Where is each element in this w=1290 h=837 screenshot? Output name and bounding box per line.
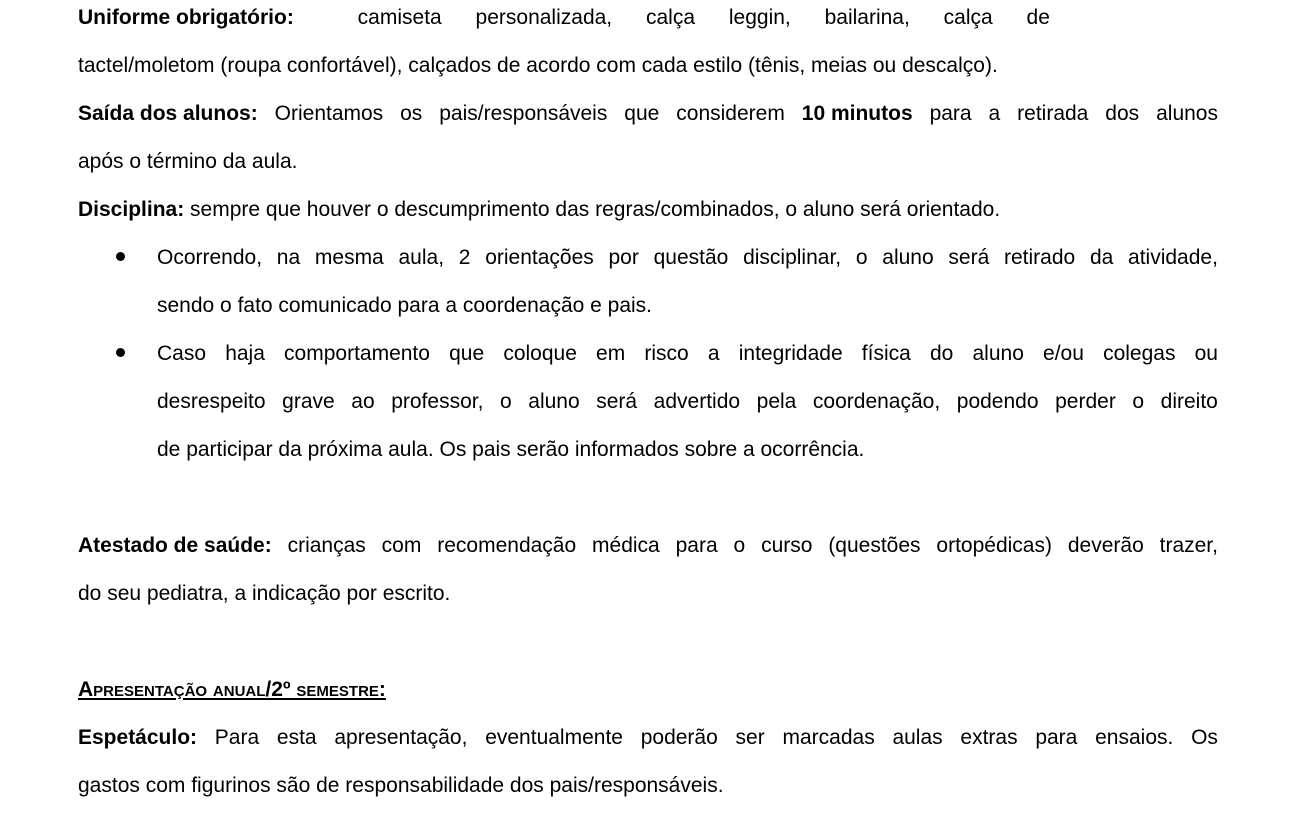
- word: será: [948, 246, 990, 269]
- presentation-heading: Apresentação anual/2º semestre:: [78, 678, 386, 701]
- word: aluno: [882, 246, 934, 269]
- exit-line-1: [78, 90, 1218, 138]
- word: eventualmente: [485, 726, 623, 749]
- bullet-icon: [116, 348, 125, 357]
- word: integridade: [738, 342, 843, 365]
- word: em: [596, 342, 626, 365]
- word: por: [608, 246, 639, 269]
- word: marcadas: [782, 726, 875, 749]
- word: questão: [653, 246, 729, 269]
- word: haja: [225, 342, 265, 365]
- word: o: [733, 534, 746, 557]
- word: perder: [1055, 390, 1116, 413]
- word: ensaios.: [1095, 726, 1174, 749]
- word: comportamento: [284, 342, 430, 365]
- word: disciplinar,: [743, 246, 842, 269]
- discipline-line: [78, 186, 1218, 234]
- word: será: [596, 390, 638, 413]
- word: coordenação,: [812, 390, 941, 413]
- show-line-1: [78, 714, 1218, 762]
- word: esta: [276, 726, 317, 749]
- word: extras: [960, 726, 1018, 749]
- bullet-2-line-2: [157, 378, 1218, 426]
- word: calça: [943, 6, 993, 29]
- bullet-2-line-1: [157, 330, 1218, 378]
- word: com: [381, 534, 422, 557]
- discipline-bullet-2: [78, 330, 1218, 474]
- word: coloque: [503, 342, 577, 365]
- word: pela: [756, 390, 797, 413]
- word: personalizada,: [475, 6, 613, 29]
- uniform-line-1: [78, 0, 1050, 42]
- uniform-label: Uniforme obrigatório:: [78, 6, 294, 29]
- word: que: [624, 102, 660, 125]
- word: curso: [761, 534, 813, 557]
- word: aulas: [892, 726, 943, 749]
- health-line-1: [78, 522, 1218, 570]
- discipline-label: Disciplina:: [78, 198, 185, 221]
- word: dos: [1105, 102, 1140, 125]
- word: o: [855, 246, 868, 269]
- word: bailarina,: [824, 6, 910, 29]
- word: aluno: [528, 390, 580, 413]
- word: grave: [282, 390, 335, 413]
- word: risco: [644, 342, 689, 365]
- uniform-line-2: tactel/moletom (roupa confortável), calçados de acordo com cada estilo (tênis, meias ou descalço).: [78, 54, 998, 77]
- word: Orientamos: [274, 102, 384, 125]
- word: aula,: [398, 246, 445, 269]
- word: colegas: [1103, 342, 1176, 365]
- word: física: [861, 342, 911, 365]
- blank-line: [78, 474, 1218, 522]
- word: atividade,: [1128, 246, 1218, 269]
- word: alunos: [1156, 102, 1218, 125]
- word: para: [1035, 726, 1078, 749]
- word: ou: [1194, 342, 1218, 365]
- word: ao: [351, 390, 375, 413]
- word: considerem: [676, 102, 785, 125]
- blank-line: [78, 618, 1218, 666]
- word: (questões: [828, 534, 921, 557]
- word: a: [707, 342, 720, 365]
- show-label: Espetáculo:: [78, 726, 198, 749]
- word: e/ou: [1043, 342, 1084, 365]
- word: aluno: [972, 342, 1024, 365]
- word: o: [500, 390, 512, 413]
- show-line-2: gastos com figurinos são de responsabilidade dos pais/responsáveis.: [78, 774, 724, 797]
- word: orientações: [485, 246, 594, 269]
- word: direito: [1160, 390, 1218, 413]
- word: trazer,: [1159, 534, 1218, 557]
- health-label: Atestado de saúde:: [78, 534, 272, 557]
- word: ortopédicas): [936, 534, 1052, 557]
- discipline-text: sempre que houver o descumprimento das regras/combinados, o aluno será orientado.: [190, 198, 1001, 221]
- word: deverão: [1067, 534, 1144, 557]
- word: leggin,: [728, 6, 791, 29]
- word: crianças: [287, 534, 366, 557]
- bullet-1-line-2: sendo o fato comunicado para a coordenação e pais.: [157, 294, 653, 317]
- word: para: [675, 534, 718, 557]
- bullet-1-line-1: [157, 234, 1218, 282]
- bullet-2-line-3: de participar da próxima aula. Os pais serão informados sobre a ocorrência.: [157, 438, 865, 461]
- word: poderão: [640, 726, 718, 749]
- word: ser: [735, 726, 765, 749]
- word: a: [988, 102, 1001, 125]
- word: retirado: [1004, 246, 1076, 269]
- word: do: [929, 342, 954, 365]
- word: pais/responsáveis: [439, 102, 608, 125]
- word: Ocorrendo,: [157, 246, 263, 269]
- word: da: [1089, 246, 1114, 269]
- word: podendo: [956, 390, 1039, 413]
- word: que: [449, 342, 485, 365]
- exit-label: Saída dos alunos:: [78, 102, 258, 125]
- word: Caso: [157, 342, 207, 365]
- word: os: [400, 102, 423, 125]
- word: de: [1026, 6, 1050, 29]
- word: calça: [645, 6, 696, 29]
- word: 2: [458, 246, 471, 269]
- exit-bold-phrase: 10 minutos: [801, 102, 913, 125]
- word: Os: [1191, 726, 1218, 749]
- health-line-2: do seu pediatra, a indicação por escrito.: [78, 582, 451, 605]
- word: para: [929, 102, 972, 125]
- word: camiseta: [357, 6, 442, 29]
- word: mesma: [314, 246, 384, 269]
- exit-line-2: após o término da aula.: [78, 150, 298, 173]
- word: o: [1132, 390, 1145, 413]
- word: apresentação,: [334, 726, 468, 749]
- document-page: [78, 0, 1218, 810]
- word: advertido: [653, 390, 741, 413]
- word: médica: [592, 534, 660, 557]
- discipline-bullet-1: [78, 234, 1218, 330]
- bullet-icon: [116, 252, 125, 261]
- word: desrespeito: [157, 390, 266, 413]
- word: professor,: [391, 390, 484, 413]
- word: retirada: [1017, 102, 1089, 125]
- word: recomendação: [437, 534, 577, 557]
- word: na: [276, 246, 301, 269]
- word: Para: [214, 726, 260, 749]
